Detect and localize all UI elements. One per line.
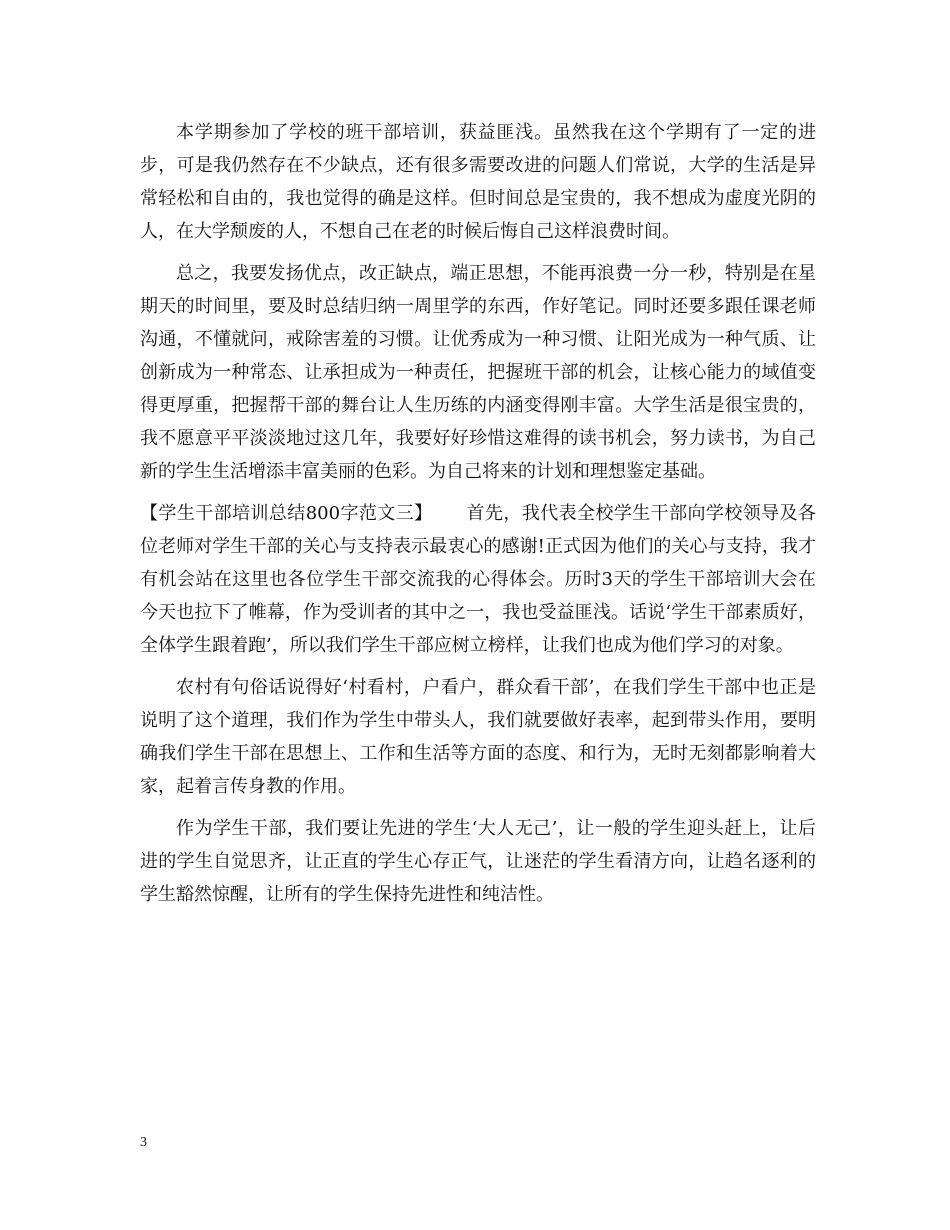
paragraph-5: 作为学生干部，我们要让先进的学生‘大人无己’，让一般的学生迎头赶上，让后进的学生自觉思齐，让正直的学生心存正气，让迷茫的学生看清方向，让趋名逐利的学生豁然惊醒，让所有的学生保持先进性和纯洁性。 xyxy=(140,818,816,905)
paragraph-1: 本学期参加了学校的班干部培训，获益匪浅。虽然我在这个学期有了一定的进步，可是我仍然存在不少缺点，还有很多需要改进的问题人们常说，大学的生活是异常轻松和自由的，我也觉得的确是这样。但时间总是宝贵的，我不想成为虚度光阴的人，在大学颓废的人，不想自己在老的时候后悔自己这样浪费时间。 xyxy=(140,122,816,242)
paragraph-4: 农村有句俗话说得好‘村看村，户看户，群众看干部’，在我们学生干部中也正是说明了这个道理，我们作为学生中带头人，我们就要做好表率，起到带头作用，要明确我们学生干部在思想上、工作和生活等方面的态度、和行为，无时无刻都影响着大家，起着言传身教的作用。 xyxy=(140,677,816,797)
paragraph-2: 总之，我要发扬优点，改正缺点，端正思想，不能再浪费一分一秒，特别是在星期天的时间里，要及时总结归纳一周里学的东西，作好笔记。同时还要多跟任课老师沟通，不懂就问，戒除害羞的习惯。让优秀成为一种习惯、让阳光成为一种气质、让创新成为一种常态、让承担成为一种责任，把握班干部的机会，让核心能力的域值变得更厚重，把握帮干部的舞台让人生历练的内涵变得刚丰富。大学生活是很宝贵的，我不愿意平平淡淡地过这几年，我要好好珍惜这难得的读书机会，努力读书，为自己新的学生生活增添丰富美丽的色彩。为自己将来的计划和理想鉴定基础。 xyxy=(140,263,816,482)
paragraph-3-gap xyxy=(424,503,467,524)
page-number: 3 xyxy=(140,1135,147,1150)
paragraph-3 xyxy=(140,497,816,662)
section-heading: 【学生干部培训总结800字范文三】 xyxy=(140,503,424,524)
document-body xyxy=(140,116,816,920)
paragraph-3-text: 首先，我代表全校学生干部向学校领导及各位老师对学生干部的关心与支持表示最衷心的感谢!正式因为他们的关心与支持，我才有机会站在这里也各位学生干部交流我的心得体会。历时3天的学生干部培训大会在今天也拉下了帷幕，作为受训者的其中之一，我也受益匪浅。话说‘学生干部素质好，全体学生跟着跑’，所以我们学生干部应树立榜样，让我们也成为他们学习的对象。 xyxy=(140,503,816,656)
